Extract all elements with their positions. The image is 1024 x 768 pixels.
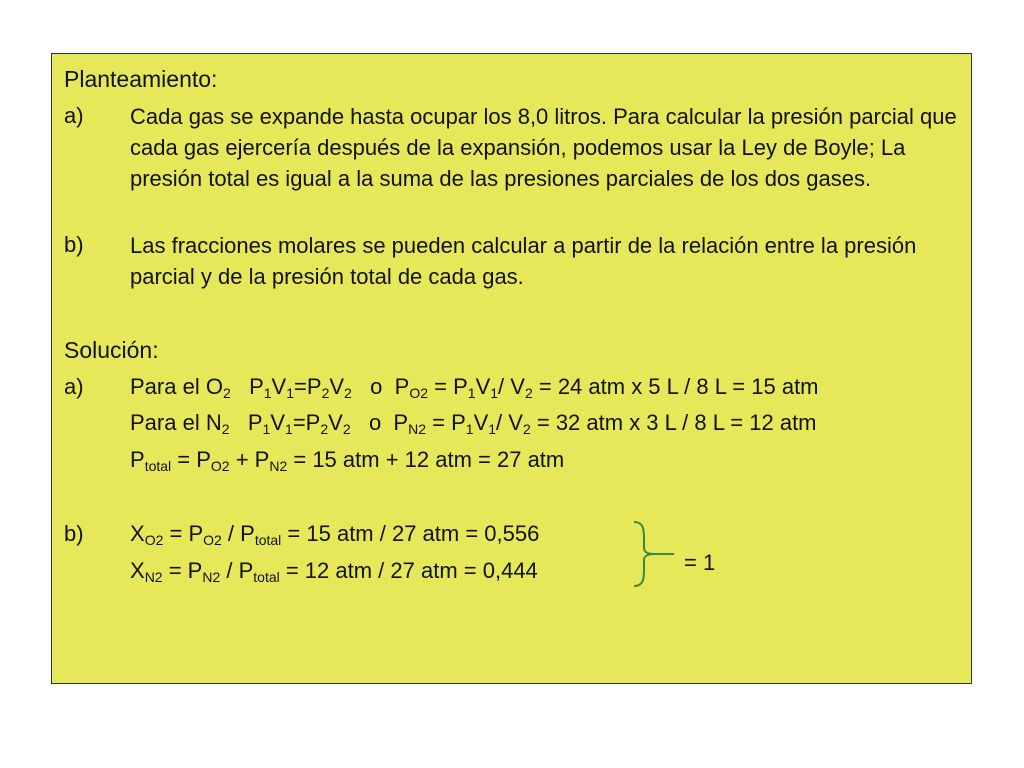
xo2-equation: $X_{O2} = P_{O2} / P_{total} = 15$ atm / 27 atm = 0,556 [130, 521, 540, 548]
o2-result: = 24 atm x 5 L / 8 L = 15 atm [532, 374, 819, 399]
n2-prefix: Para el N [130, 410, 222, 435]
xo2-result: = 15 atm / 27 atm = 0,556 [281, 521, 540, 546]
planteamiento-a-label: a) [64, 103, 84, 128]
o2-prefix: Para el O [130, 374, 223, 399]
sum-result: = 1 [684, 550, 716, 575]
ptotal-result: = 15 atm + 12 atm = 27 atm [287, 447, 565, 472]
solucion-b-label: b) [64, 521, 84, 546]
planteamiento-b-text: Las fracciones molares se pueden calcular a partir de la relación entre la presión parcial y de la presión total de cada gas. [130, 233, 917, 289]
ptotal-equation: $P_{total} = P_{O2} + P_{N2} = 15$ atm + 12 atm = 27 atm [130, 447, 565, 474]
planteamiento-heading: Planteamiento: [64, 66, 218, 92]
xn2-result: = 12 atm / 27 atm = 0,444 [279, 558, 538, 583]
o2-equation: Para el $O_2$ $P_1V_1=P_2V_2$ o $P_{O2} = P_1V_1/$ $V_2 = 24$ atm x 5 L / 8 L = 15 atm [130, 374, 819, 401]
planteamiento-b-label: b) [64, 232, 84, 257]
slide-content-box [51, 53, 972, 684]
n2-equation: Para el $N_2$ $P_1V_1=P_2V_2$ o $P_{N2} = P_1V_1/$ $V_2 = 32$ atm x 3 L / 8 L = 12 atm [130, 410, 817, 437]
solucion-a-label: a) [64, 374, 84, 399]
right-brace-icon [630, 520, 680, 588]
n2-result: = 32 atm x 3 L / 8 L = 12 atm [530, 410, 817, 435]
xn2-equation: $X_{N2} = P_{N2} / P_{total} = 12$ atm / 27 atm = 0,444 [130, 558, 538, 585]
planteamiento-a-text: Cada gas se expande hasta ocupar los 8,0 litros. Para calcular la presión parcial que cada gas ejercería después de la expansión, podemos usar la Ley de Boyle; La presión total es igual a la suma de las presiones parciales de los dos gases. [130, 104, 957, 191]
solucion-heading: Solución: [64, 337, 159, 363]
